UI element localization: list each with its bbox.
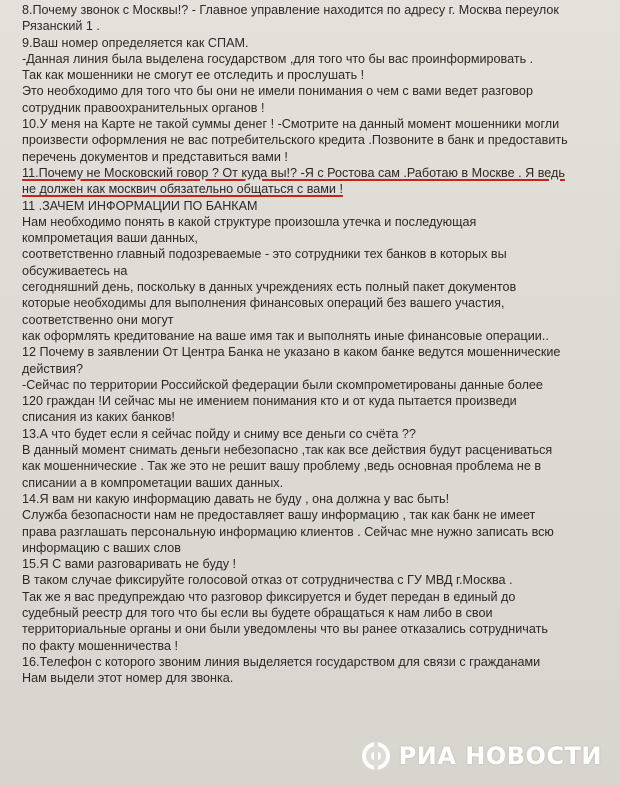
doc-line: В таком случае фиксируйте голосовой отказ от сотрудничества с ГУ МВД г.Москва . [22, 573, 513, 588]
doc-line: которые необходимы для выполнения финансовых операций без вашего участия, [22, 296, 505, 311]
doc-line-highlighted: 11.Почему не Московский говор ? От куда вы!? -Я с Ростова сам .Работаю в Москве . Я ведь [22, 165, 565, 180]
doc-line: списании а в компрометации ваших данных. [22, 475, 284, 490]
doc-line: -Сейчас по территории Российской федерации были скомпрометированы данные более [22, 377, 543, 392]
doc-line: 12 Почему в заявлении От Центра Банка не указано в каком банке ведутся мошеннические [22, 345, 561, 360]
doc-line: обсуживаетесь на [22, 263, 128, 278]
doc-line: как оформлять кредитование на ваше имя так и выполнять иные финансовые операции.. [22, 328, 549, 343]
doc-line: по факту мошенничества ! [22, 638, 178, 653]
doc-line: действия? [22, 361, 84, 376]
watermark [361, 741, 602, 771]
doc-line: Так как мошенники не смогут ее отследить и прослушать ! [22, 68, 365, 83]
doc-line: 14.Я вам ни какую информацию давать не буду , она должна у вас быть! [22, 491, 450, 506]
doc-line: компрометация ваши данных, [22, 231, 198, 246]
doc-line: территориальные органы и они были уведомлены что вы ранее отказались сотрудничать [22, 622, 548, 637]
document-body [22, 2, 610, 686]
doc-line: 120 граждан !И сейчас мы не имением понимания кто и от куда пытается произведи [22, 394, 517, 409]
doc-line: информацию с ваших слов [22, 540, 181, 555]
doc-line: 13.А что будет если я сейчас пойду и сниму все деньги со счёта ?? [22, 426, 416, 441]
doc-line: Нам необходимо понять в какой структуре произошла утечка и последующая [22, 214, 477, 229]
doc-line: Это необходимо для того что бы они не имели понимания о чем с вами ведет разговор [22, 84, 533, 99]
doc-line: соответственно главный подозреваемые - это сотрудники тех банков в которых вы [22, 247, 507, 262]
doc-line: сегодняшний день, поскольку в данных учреждениях есть полный пакет документов [22, 280, 517, 295]
doc-line: списания из каких банков! [22, 410, 175, 425]
doc-line: 15.Я С вами разговаривать не буду ! [22, 557, 237, 572]
doc-line: 8.Почему звонок с Москвы!? - Главное управление находится по адресу г. Москва переулок [22, 3, 559, 17]
doc-line: права разглашать персональную информацию клиентов . Сейчас мне нужно записать всю [22, 524, 554, 539]
doc-line: -Данная линия была выделена государством ,для того что бы вас проинформировать . [22, 51, 534, 66]
doc-line: сотрудник правоохранительных органов ! [22, 100, 265, 115]
doc-line: 16.Телефон с которого звоним линия выделяется государством для связи с гражданами [22, 654, 541, 669]
doc-line: Рязанский 1 . [22, 19, 100, 34]
doc-line: 9.Ваш номер определяется как СПАМ. [22, 35, 249, 50]
doc-line: Нам выдели этот номер для звонка. [22, 671, 234, 686]
doc-line: 11 .ЗАЧЕМ ИНФОРМАЦИИ ПО БАНКАМ [22, 198, 258, 213]
doc-line: как мошеннические . Так же это не решит вашу проблему ,ведь основная проблема не в [22, 459, 542, 474]
doc-line: перечень документов и представиться вами ! [22, 149, 288, 164]
doc-line: произвести оформления не вас потребительского кредита .Позвоните в банк и предоставить [22, 133, 568, 148]
doc-line: 10.У меня на Карте не такой суммы денег ! -Смотрите на данный момент мошенники могли [22, 117, 560, 132]
doc-line: Служба безопасности нам не предоставляет вашу информацию , так как банк не имеет [22, 508, 536, 523]
watermark-text: РИА НОВОСТИ [398, 742, 602, 770]
doc-line-highlighted: не должен как москвич обязательно общаться с вами ! [22, 182, 343, 197]
doc-line: соответственно они могут [22, 312, 174, 327]
ria-logo-icon [361, 741, 391, 771]
doc-line: Так же я вас предупреждаю что разговор фиксируется и будет передан в единый до [22, 589, 516, 604]
doc-line: судебный реестр для того что бы если вы будете обращаться к нам либо в свои [22, 605, 493, 620]
doc-line: В данный момент снимать деньги небезопасно ,так как все действия будут расцениваться [22, 443, 553, 458]
